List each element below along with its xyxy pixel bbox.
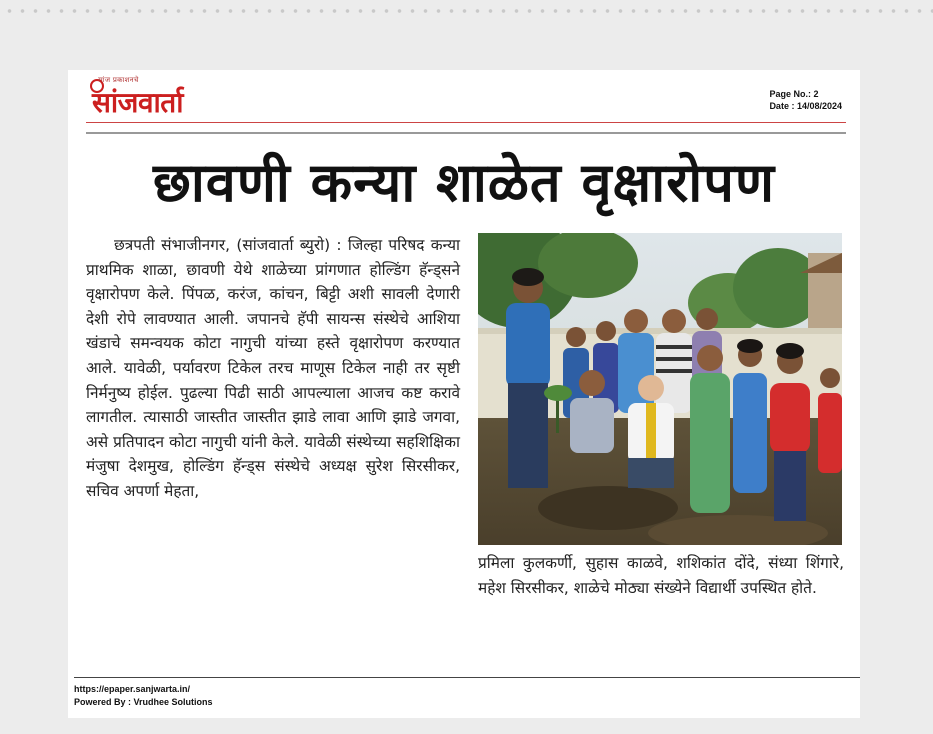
headline: छावणी कन्या शाळेत वृक्षारोपण: [152, 151, 776, 214]
footer-rule: [74, 677, 860, 678]
page-info: [769, 88, 842, 112]
header-rule-gray: [86, 132, 846, 134]
masthead-logo: [78, 75, 208, 119]
page-number: Page No.: 2: [769, 89, 819, 99]
masthead-tagline: सांज प्रकाशनचे: [98, 76, 139, 84]
article-text: छत्रपती संभाजीनगर, (सांजवार्ता ब्युरो) : जिल्हा परिषद कन्या प्राथमिक शाळा, छावणी येथे शाळेच्या प्रांगणात होल्डिंग हॅन्ड्सने वृक्षारोपण केले. पिंपळ, करंज, कांचन, बिट्टी अशी सावली देणारी देशी रोपे लावण्यात आली. जपानचे हॅपी सायन्स संस्थेचे आशिया खंडाचे समन्वयक कोटा नागुची यांच्या हस्ते वृक्षारोपण करण्यात आले. यावेळी, पर्यावरण टिकेल तरच माणूस टिकेल नाही तर सृष्टी निर्मनुष्य होईल. पुढल्या पिढी साठी आपल्याला आजच कष्ट करावे लागतील. त्यासाठी जास्तीत जास्तीत झाडे लावा आणि झाडे जगवा, असे प्रतिपादन कोटा नागुची यांनी केले. यावेळी संस्थेच्या सहशिक्षिका मंजुषा देशमुख, होल्डिंग हॅन्ड्स संस्थेचे अध्यक्ष सुरेश सिरसीकर, सचिव अपर्णा मेहता,: [86, 236, 460, 500]
masthead-name: सांजवार्ता: [92, 86, 183, 119]
article-continuation: प्रमिला कुलकर्णी, सुहास काळवे, शशिकांत दोंदे, संध्या शिंगारे, महेश सिरसीकर, शाळेचे मोठ्या संख्येने विद्यार्थी उपस्थित होते.: [478, 554, 844, 597]
article-body: [86, 233, 460, 504]
tree-plantation-photo: [478, 233, 842, 545]
epaper-url[interactable]: https://epaper.sanjwarta.in/: [74, 684, 191, 694]
footer: [74, 683, 213, 709]
dotted-border: [0, 0, 933, 22]
newspaper-clipping: [68, 70, 860, 718]
news-photo: [478, 233, 842, 545]
powered-by: Powered By : Vrudhee Solutions: [74, 697, 213, 707]
page-date: Date : 14/08/2024: [769, 101, 842, 111]
header-rule-red: [86, 122, 846, 123]
